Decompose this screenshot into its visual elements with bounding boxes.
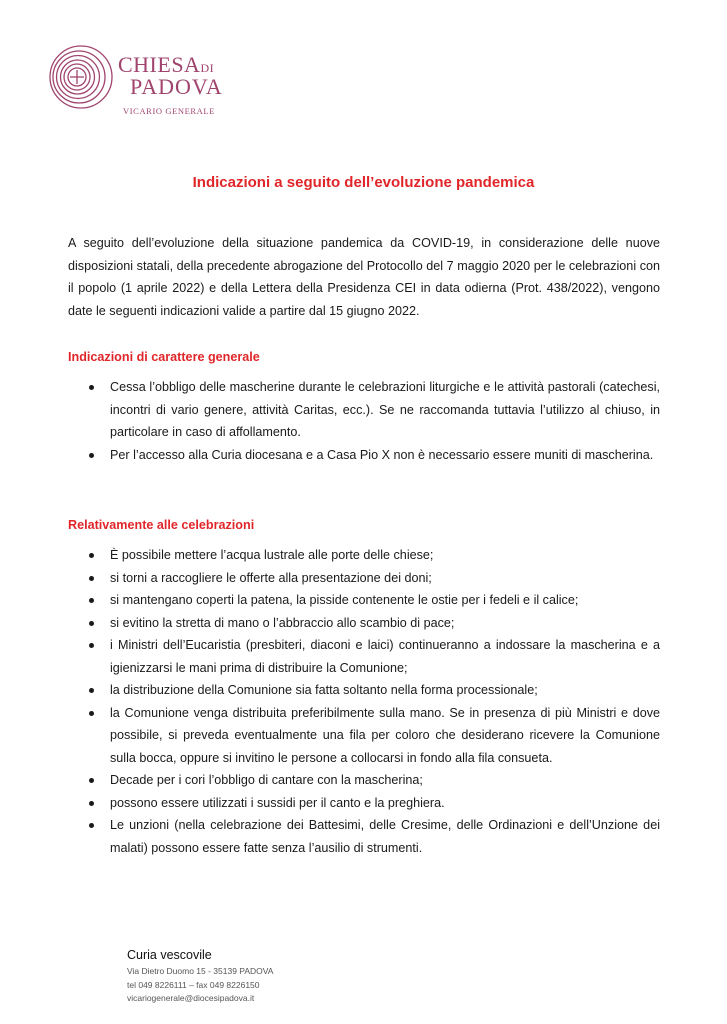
list-item: Le unzioni (nella celebrazione dei Battesimi, delle Cresime, delle Ordinazioni e dell’Unzione dei malati) possono essere fatte senza l’ausilio di strumenti. [68,814,660,859]
list-item: si mantengano coperti la patena, la pisside contenente le ostie per i fedeli e il calice; [68,589,660,612]
logo-vicario-generale: VICARIO GENERALE [123,106,215,116]
concentric-circles-cross-icon [48,44,114,110]
list-item: Cessa l’obbligo delle mascherine durante le celebrazioni liturgiche e le attività pastorali (catechesi, incontri di vario genere, attività Caritas, ecc.). Se ne raccomanda tuttavia l’utilizzo al chiuso, in particolare in caso di affollamento. [68,376,660,444]
section-heading-celebrations: Relativamente alle celebrazioni [68,518,255,532]
list-item: Decade per i cori l’obbligo di cantare con la mascherina; [68,769,660,792]
footer-phone: tel 049 8226111 – fax 049 8226150 [127,979,260,990]
list-item: Per l’accesso alla Curia diocesana e a Casa Pio X non è necessario essere muniti di mascherina. [68,444,660,467]
logo-padova: PADOVA [130,74,223,99]
footer-email[interactable]: vicariogenerale@diocesipadova.it [127,993,255,1003]
celebrations-list [68,544,660,859]
list-item: È possibile mettere l’acqua lustrale alle porte delle chiese; [68,544,660,567]
list-item: possono essere utilizzati i sussidi per il canto e la preghiera. [68,792,660,815]
section-heading-general: Indicazioni di carattere generale [68,350,260,364]
footer-title: Curia vescovile [127,948,212,962]
general-list [68,376,660,466]
logo [48,44,223,124]
list-item: i Ministri dell’Eucaristia (presbiteri, diaconi e laici) continueranno a indossare la mascherina e a igienizzarsi le mani prima di distribuire la Comunione; [68,634,660,679]
footer-address: Via Dietro Duomo 15 - 35139 PADOVA [127,966,274,976]
list-item: si evitino la stretta di mano o l’abbraccio allo scambio di pace; [68,612,660,635]
document-title: Indicazioni a seguito dell’evoluzione pandemica [192,174,535,191]
footer [127,948,273,1006]
list-item: la Comunione venga distribuita preferibilmente sulla mano. Se in presenza di più Ministri e dove possibile, si preveda eventualmente una fila per coloro che desiderano ricevere la Comunione sulla bocca, oppure si invitino le persone a collocarsi in fondo alla fila consueta. [68,702,660,770]
logo-chiesa: CHIESADI [118,52,215,77]
intro-paragraph: A seguito dell’evoluzione della situazione pandemica da COVID-19, in considerazione delle nuove disposizioni statali, della precedente abrogazione del Protocollo del 7 maggio 2020 per le celebrazioni con il popolo (1 aprile 2022) e della Lettera della Presidenza CEI in data odierna (Prot. 438/2022), vengono date le seguenti indicazioni valide a partire dal 15 giugno 2022. [68,236,660,318]
list-item: si torni a raccogliere le offerte alla presentazione dei doni; [68,567,660,590]
list-item: la distribuzione della Comunione sia fatta soltanto nella forma processionale; [68,679,660,702]
